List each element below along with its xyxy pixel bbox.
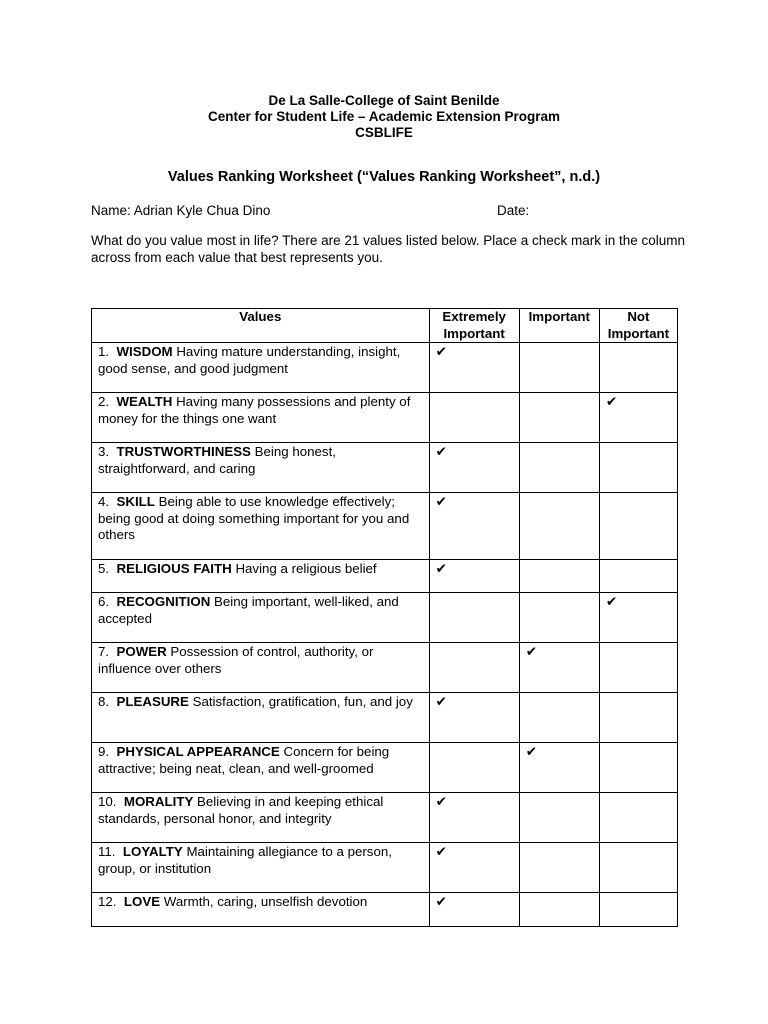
value-number: 6.: [98, 594, 110, 609]
value-description: Having many possessions and plenty of money for the things one want: [98, 394, 411, 426]
extremely-important-cell: [429, 560, 519, 593]
important-cell: [519, 593, 599, 643]
value-cell: [92, 843, 430, 893]
header-important: [519, 309, 599, 343]
program-code: CSBLIFE: [355, 125, 413, 140]
value-description: Concern for being attractive; being neat, clean, and well-groomed: [98, 744, 390, 776]
value-keyword: RECOGNITION: [116, 594, 211, 609]
institution-name: De La Salle-College of Saint Benilde: [268, 93, 500, 108]
value-cell: [92, 893, 430, 927]
value-keyword: WISDOM: [116, 344, 173, 359]
important-cell: [519, 743, 599, 793]
value-keyword: WEALTH: [116, 394, 173, 409]
value-number: 8.: [98, 694, 110, 709]
not-important-cell: [599, 843, 677, 893]
important-cell: [519, 793, 599, 843]
value-description: Possession of control, authority, or influence over others: [98, 644, 374, 676]
important-cell: [519, 560, 599, 593]
table-row: [92, 593, 678, 643]
value-keyword: MORALITY: [123, 794, 194, 809]
value-number: 9.: [98, 744, 110, 759]
value-cell: [92, 343, 430, 393]
value-keyword: PLEASURE: [116, 694, 189, 709]
value-description: Satisfaction, gratification, fun, and joy: [192, 694, 413, 709]
value-description: Being able to use knowledge effectively; being good at doing something important for you and others: [98, 494, 410, 542]
value-cell: [92, 793, 430, 843]
not-important-cell: [599, 593, 677, 643]
date-field: Date:: [497, 203, 530, 218]
extremely-important-cell: [429, 793, 519, 843]
value-number: 2.: [98, 394, 110, 409]
table-row: [92, 443, 678, 493]
check-mark-icon: ✔: [525, 744, 537, 759]
check-mark-icon: ✔: [605, 594, 617, 609]
important-cell: [519, 493, 599, 560]
value-description: Maintaining allegiance to a person, group, or institution: [98, 844, 392, 876]
extremely-important-cell: [429, 843, 519, 893]
important-cell: [519, 893, 599, 927]
table-row: [92, 693, 678, 743]
value-cell: [92, 493, 430, 560]
value-cell: [92, 560, 430, 593]
header-important-label: Important: [528, 309, 590, 324]
value-keyword: LOYALTY: [122, 844, 183, 859]
value-cell: [92, 743, 430, 793]
value-number: 1.: [98, 344, 110, 359]
value-number: 7.: [98, 644, 110, 659]
extremely-important-cell: [429, 743, 519, 793]
not-important-cell: [599, 643, 677, 693]
check-mark-icon: ✔: [435, 444, 447, 459]
header-values-label: Values: [239, 309, 282, 324]
important-cell: [519, 343, 599, 393]
check-mark-icon: ✔: [435, 794, 447, 809]
extremely-important-cell: [429, 893, 519, 927]
table-row: [92, 893, 678, 927]
extremely-important-cell: [429, 693, 519, 743]
value-number: 10.: [98, 794, 117, 809]
document-header: [0, 93, 768, 141]
table-row: [92, 560, 678, 593]
extremely-important-cell: [429, 343, 519, 393]
check-mark-icon: ✔: [605, 394, 617, 409]
table-header-row: [92, 309, 678, 343]
check-mark-icon: ✔: [435, 894, 447, 909]
value-description: Having a religious belief: [235, 561, 377, 576]
instructions: What do you value most in life? There are 21 values listed below. Place a check mark in the column across from each value that best represents you.: [91, 233, 686, 265]
value-number: 11.: [98, 844, 116, 859]
header-values: [92, 309, 430, 343]
extremely-important-cell: [429, 443, 519, 493]
program-name: Center for Student Life – Academic Extension Program: [207, 109, 561, 124]
worksheet-title: Values Ranking Worksheet (“Values Ranking Worksheet”, n.d.): [167, 169, 601, 185]
important-cell: [519, 693, 599, 743]
value-cell: [92, 643, 430, 693]
values-table: [91, 308, 678, 927]
check-mark-icon: ✔: [435, 844, 447, 859]
table-row: [92, 743, 678, 793]
value-cell: [92, 393, 430, 443]
value-cell: [92, 593, 430, 643]
header-not-line1: Not: [627, 309, 650, 324]
value-cell: [92, 443, 430, 493]
value-keyword: TRUSTWORTHINESS: [116, 444, 251, 459]
value-description: Believing in and keeping ethical standards, personal honor, and integrity: [98, 794, 384, 826]
important-cell: [519, 393, 599, 443]
value-description: Being important, well-liked, and accepted: [98, 594, 399, 626]
table-row: [92, 843, 678, 893]
table-row: [92, 343, 678, 393]
value-cell: [92, 693, 430, 743]
important-cell: [519, 443, 599, 493]
header-extremely-line2: Important: [443, 325, 505, 341]
not-important-cell: [599, 893, 677, 927]
table-row: [92, 493, 678, 560]
important-cell: [519, 843, 599, 893]
table-row: [92, 643, 678, 693]
header-not-important: [599, 309, 677, 343]
not-important-cell: [599, 693, 677, 743]
not-important-cell: [599, 493, 677, 560]
extremely-important-cell: [429, 493, 519, 560]
check-mark-icon: ✔: [435, 344, 447, 359]
value-keyword: LOVE: [123, 894, 161, 909]
value-keyword: PHYSICAL APPEARANCE: [116, 744, 280, 759]
value-number: 12.: [98, 894, 117, 909]
value-description: Having mature understanding, insight, good sense, and good judgment: [98, 344, 401, 376]
value-description: Being honest, straightforward, and caring: [98, 444, 336, 476]
important-cell: [519, 643, 599, 693]
extremely-important-cell: [429, 593, 519, 643]
header-extremely-important: [429, 309, 519, 343]
not-important-cell: [599, 343, 677, 393]
value-description: Warmth, caring, unselfish devotion: [163, 894, 368, 909]
header-extremely-line1: Extremely: [442, 309, 506, 324]
extremely-important-cell: [429, 393, 519, 443]
value-number: 5.: [98, 561, 110, 576]
value-keyword: SKILL: [116, 494, 155, 509]
value-keyword: RELIGIOUS FAITH: [116, 561, 232, 576]
check-mark-icon: ✔: [525, 644, 537, 659]
table-row: [92, 393, 678, 443]
not-important-cell: [599, 743, 677, 793]
extremely-important-cell: [429, 643, 519, 693]
not-important-cell: [599, 560, 677, 593]
check-mark-icon: ✔: [435, 561, 447, 576]
value-number: 3.: [98, 444, 110, 459]
header-not-line2: Important: [607, 325, 670, 341]
not-important-cell: [599, 443, 677, 493]
table-row: [92, 793, 678, 843]
value-number: 4.: [98, 494, 110, 509]
name-field: Name: Adrian Kyle Chua Dino: [91, 203, 271, 218]
check-mark-icon: ✔: [435, 494, 447, 509]
not-important-cell: [599, 793, 677, 843]
check-mark-icon: ✔: [435, 694, 447, 709]
value-keyword: POWER: [116, 644, 167, 659]
not-important-cell: [599, 393, 677, 443]
